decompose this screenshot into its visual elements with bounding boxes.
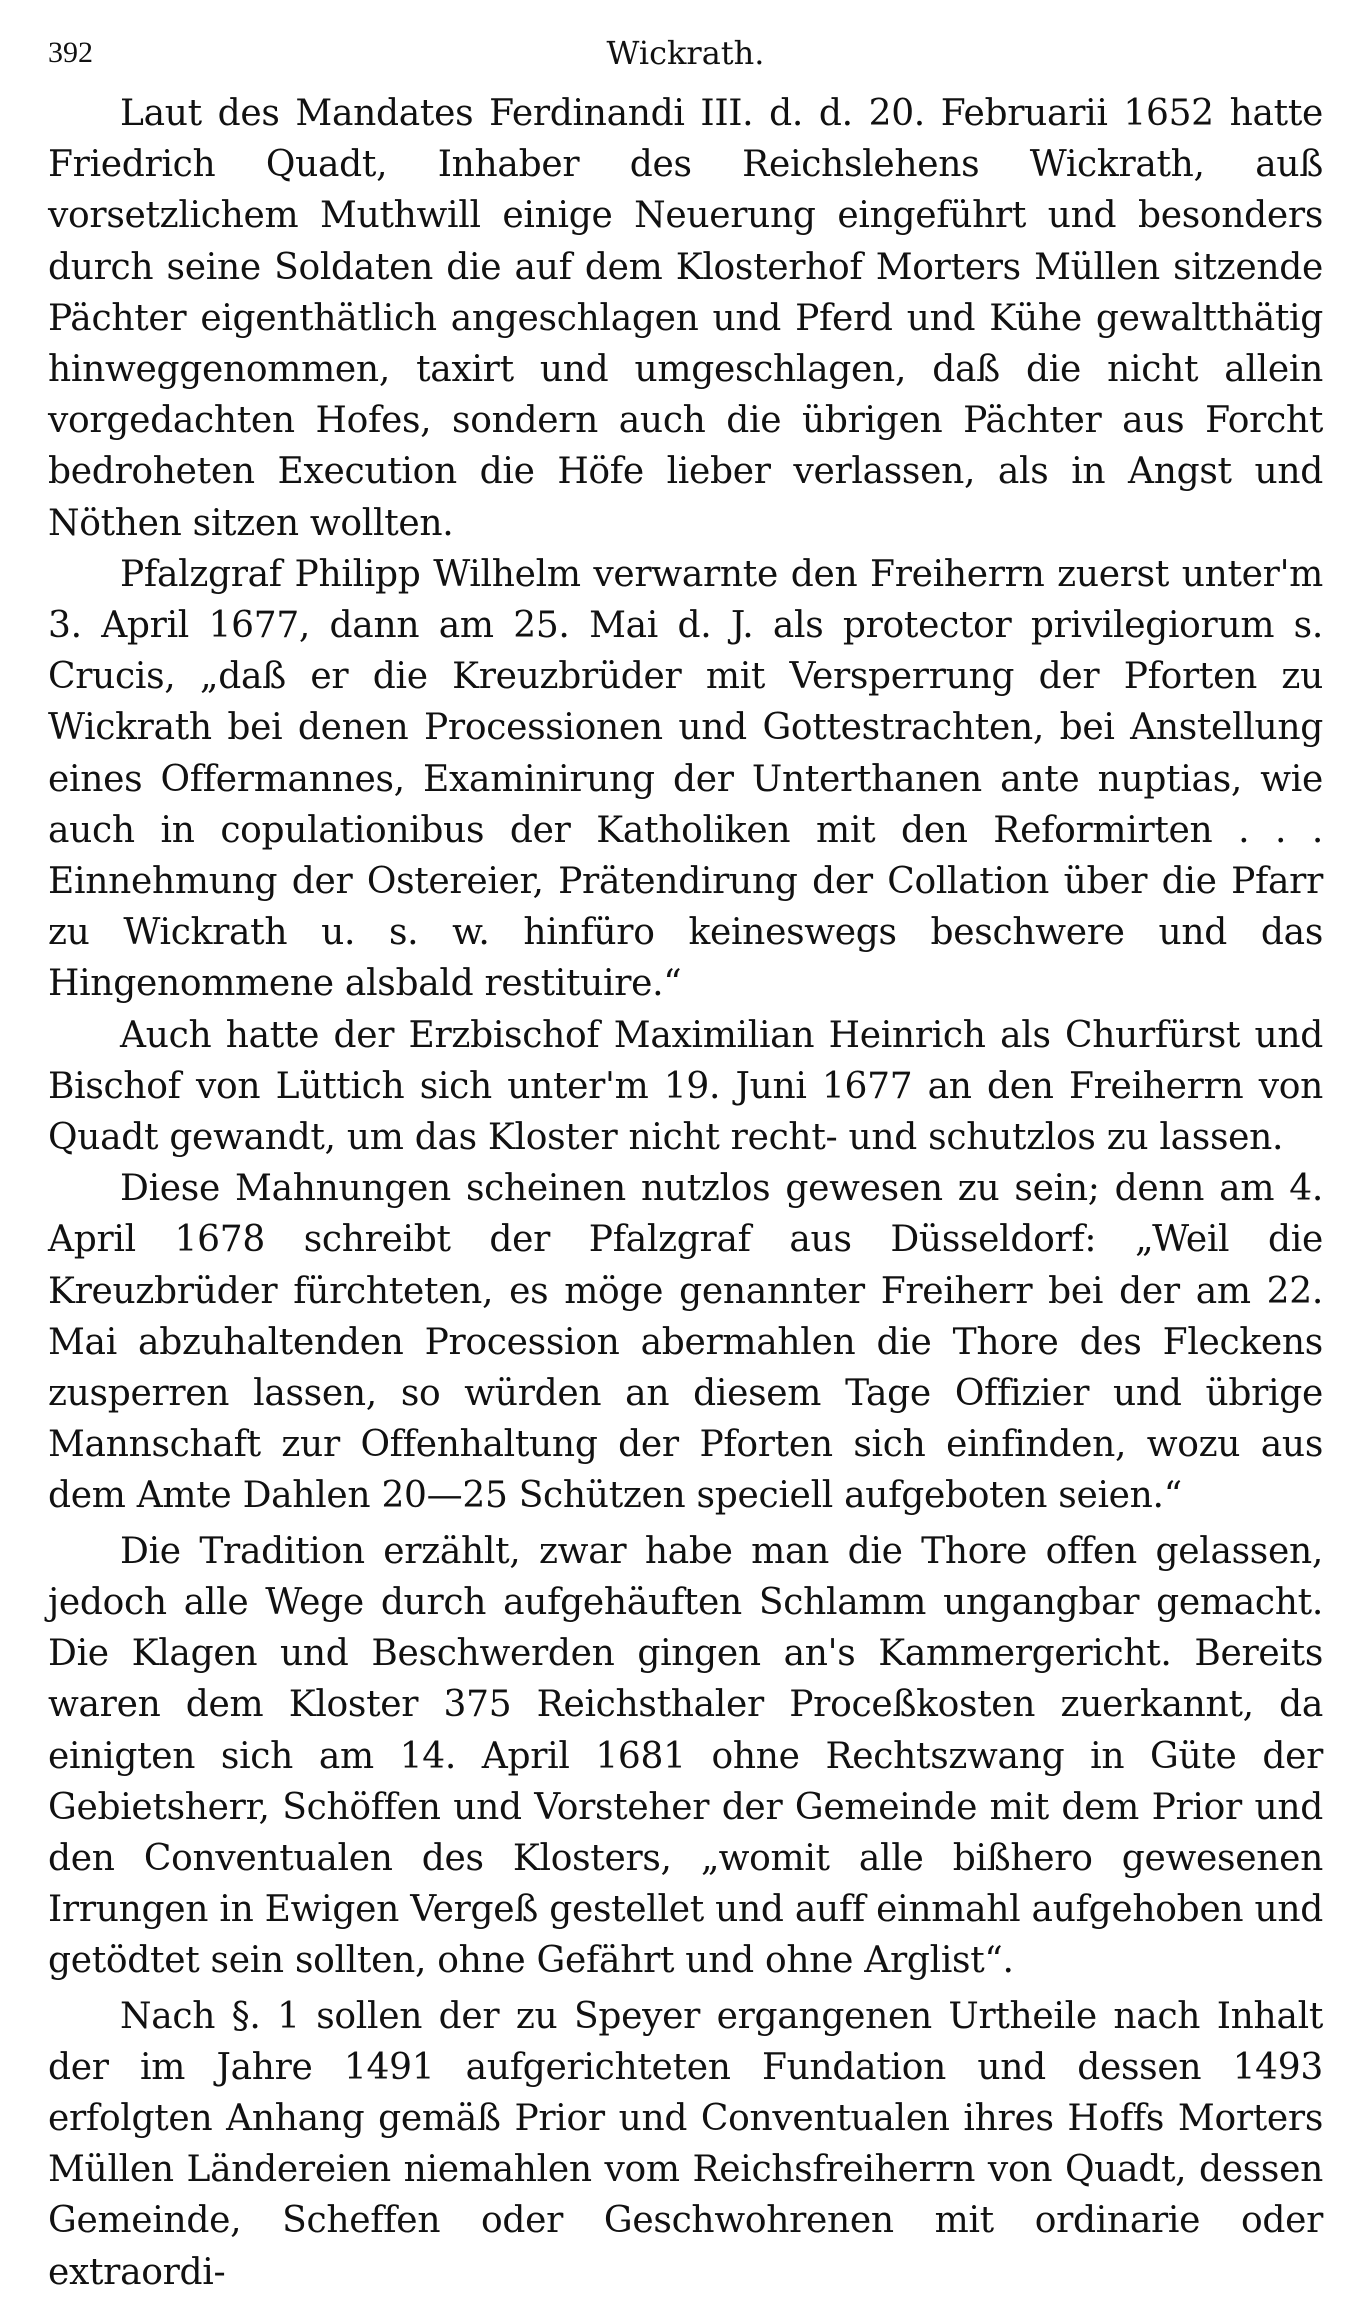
page-number: 392	[48, 36, 93, 69]
paragraph-2: Pfalzgraf Philipp Wilhelm verwarnte den Freiherrn zuerst unter'm 3. April 1677, dann am 25. Mai d. J. als protector privilegiorum s. Crucis, „daß er die Kreuzbrüder mit Versperrung der Pforten zu Wickrath bei denen Processionen und Gottestrachten, bei Anstellung eines Offermannes, Examinirung der Unterthanen ante nuptias, wie auch in copulationibus der Katholiken mit den Reformirten . . . Einnehmung der Ostereier, Prätendirung der Collation über die Pfarr zu Wickrath u. s. w. hinfüro keineswegs beschwere und das Hingenommene alsbald restituire.“	[48, 553, 1323, 1005]
page-header	[48, 28, 1323, 88]
paragraph-3: Auch hatte der Erzbischof Maximilian Heinrich als Churfürst und Bischof von Lüttich sich unter'm 19. Juni 1677 an den Freiherrn von Quadt gewandt, um das Kloster nicht recht- und schutzlos zu lassen.	[48, 1014, 1323, 1159]
paragraph-4: Diese Mahnungen scheinen nutzlos gewesen zu sein; denn am 4. April 1678 schreibt der Pfalzgraf aus Düsseldorf: „Weil die Kreuzbrüder fürchteten, es möge genannter Freiherr bei der am 22. Mai abzuhaltenden Procession abermahlen die Thore des Fleckens zusperren lassen, so würden an diesem Tage Offizier und übrige Mannschaft zur Offenhaltung der Pforten sich einfinden, wozu aus dem Amte Dahlen 20—25 Schützen speciell aufgeboten seien.“	[48, 1168, 1323, 1517]
body-text	[48, 88, 1323, 2298]
running-title: Wickrath.	[606, 34, 765, 72]
paragraph-5: Die Tradition erzählt, zwar habe man die Thore offen gelassen, jedoch alle Wege durch aufgehäuften Schlamm ungangbar gemacht. Die Klagen und Beschwerden gingen an's Kammergericht. Bereits waren dem Kloster 375 Reichsthaler Proceßkosten zuerkannt, da einigten sich am 14. April 1681 ohne Rechtszwang in Güte der Gebietsherr, Schöffen und Vorsteher der Gemeinde mit dem Prior und den Conventualen des Klosters, „womit alle bißhero gewesenen Irrungen in Ewigen Vergeß gestellet und auff einmahl aufgehoben und getödtet sein sollten, ohne Gefährt und ohne Arglist“.	[48, 1530, 1323, 1982]
paragraph-1: Laut des Mandates Ferdinandi III. d. d. 20. Februarii 1652 hatte Friedrich Quadt, Inhaber des Reichslehens Wickrath, auß vorsetzlichem Muthwill einige Neuerung eingeführt und besonders durch seine Soldaten die auf dem Klosterhof Morters Müllen sitzende Pächter eigenthätlich angeschlagen und Pferd und Kühe gewaltthätig hinweggenommen, taxirt und umgeschlagen, daß die nicht allein vorgedachten Hofes, sondern auch die übrigen Pächter aus Forcht bedroheten Execution die Höfe lieber verlassen, als in Angst und Nöthen sitzen wollten.	[48, 93, 1323, 544]
document-page	[48, 28, 1323, 2298]
paragraph-6: Nach §. 1 sollen der zu Speyer ergangenen Urtheile nach Inhalt der im Jahre 1491 aufgerichteten Fundation und dessen 1493 erfolgten Anhang gemäß Prior und Conventualen ihres Hoffs Morters Müllen Ländereien niemahlen vom Reichsfreiherrn von Quadt, dessen Gemeinde, Scheffen oder Geschwohrenen mit ordinarie oder extraordi-	[48, 1995, 1323, 2293]
